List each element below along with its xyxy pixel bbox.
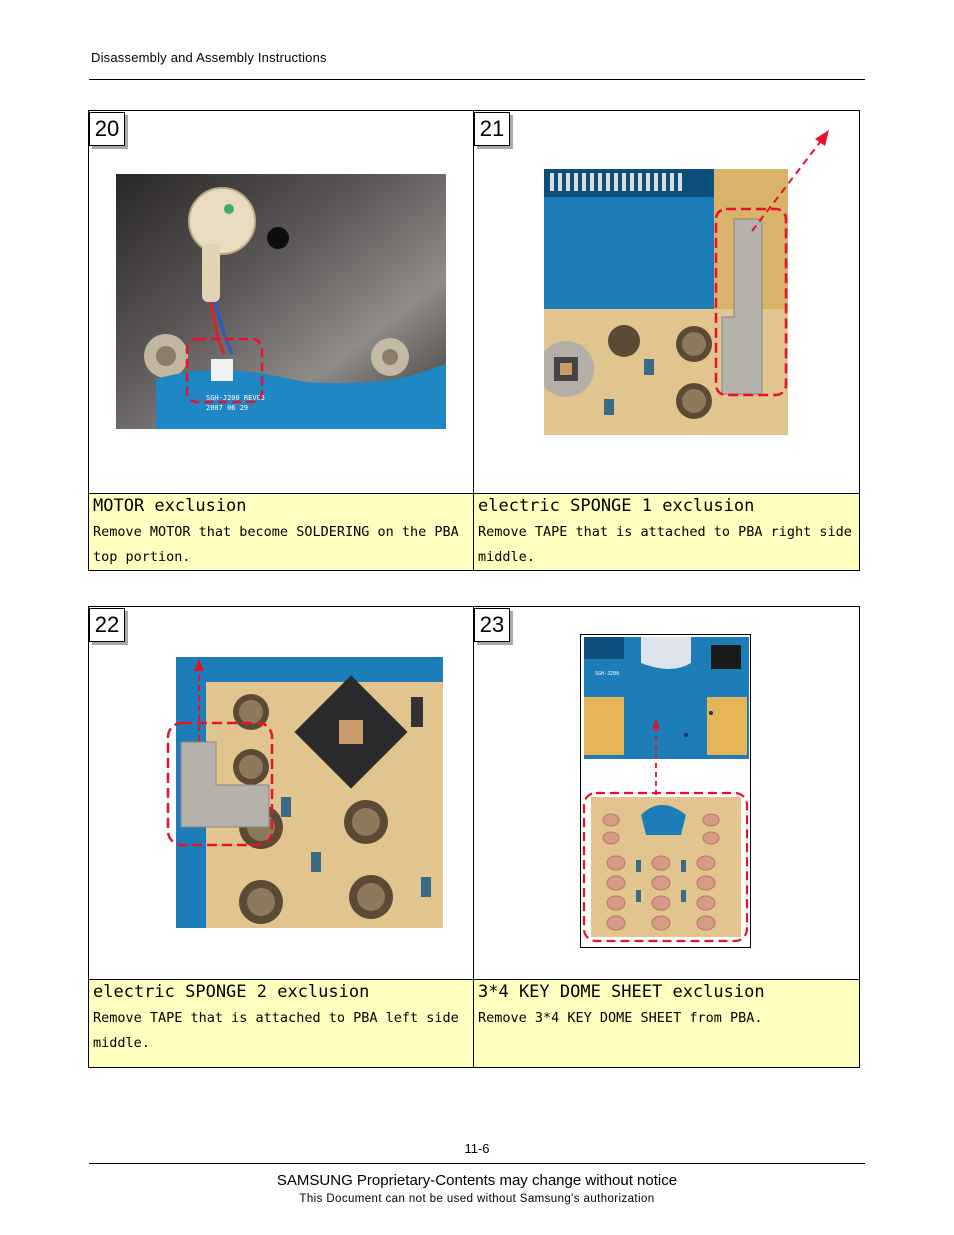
footer-rule (89, 1163, 865, 1164)
step-22-cell (89, 607, 474, 980)
step-title: electric SPONGE 2 exclusion (93, 982, 370, 1002)
proprietary-notice: SAMSUNG Proprietary-Contents may change without notice (276, 1172, 678, 1189)
step-number-badge: 20 (89, 112, 125, 146)
steps-table-1 (88, 110, 860, 571)
motor-photo (116, 174, 446, 429)
removal-arrow-icon (744, 127, 834, 237)
step-description: Remove TAPE that is attached to PBA left side middle. (93, 1010, 459, 1051)
steps-table-2 (88, 606, 860, 1068)
step-number-badge: 22 (89, 608, 125, 642)
sponge-2-photo (121, 657, 443, 928)
step-description: Remove TAPE that is attached to PBA right side middle. (478, 524, 852, 565)
key-dome-sheet-photo (580, 634, 751, 948)
step-title: MOTOR exclusion (93, 496, 247, 516)
step-description: Remove MOTOR that become SOLDERING on the PBA top portion. (93, 524, 459, 565)
step-22-caption (89, 980, 474, 1068)
step-title: 3*4 KEY DOME SHEET exclusion (478, 982, 765, 1002)
step-23-caption (474, 980, 860, 1068)
step-23-cell (474, 607, 860, 980)
document-header-title: Disassembly and Assembly Instructions (91, 50, 327, 65)
svg-text:2007 06 29: 2007 06 29 (206, 404, 249, 412)
header-rule (89, 79, 865, 80)
step-number-badge: 21 (474, 112, 510, 146)
svg-text:SGH-J200: SGH-J200 (595, 671, 620, 677)
step-20-caption (89, 494, 474, 571)
step-description: Remove 3*4 KEY DOME SHEET from PBA. (478, 1010, 763, 1026)
svg-text:SGH-J200 REV05: SGH-J200 REV05 (206, 394, 266, 402)
authorization-notice: This Document can not be used without Samsung's authorization (299, 1193, 655, 1205)
step-21-caption (474, 494, 860, 571)
page-number: 11-6 (464, 1141, 490, 1156)
step-20-cell (89, 111, 474, 494)
step-21-cell (474, 111, 860, 494)
step-number-badge: 23 (474, 608, 510, 642)
step-title: electric SPONGE 1 exclusion (478, 496, 755, 516)
